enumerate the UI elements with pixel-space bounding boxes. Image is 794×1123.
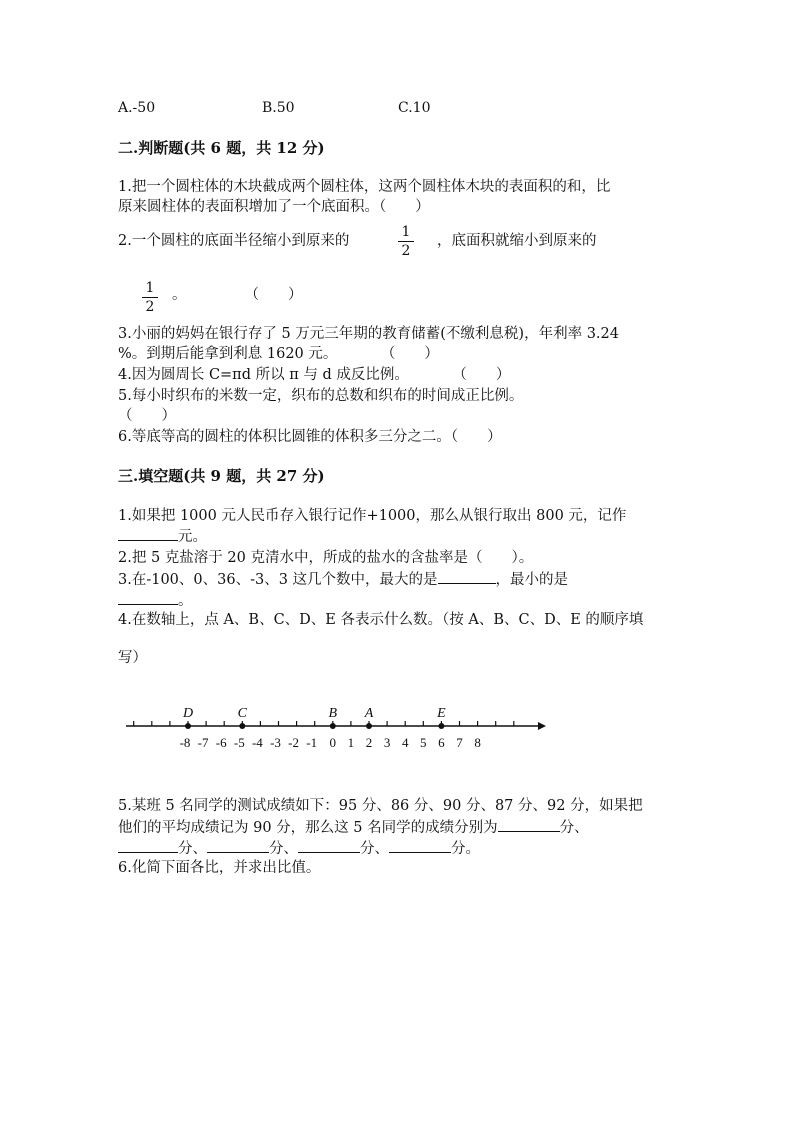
answer-blank[interactable] — [207, 838, 269, 853]
section-2-heading: 二.判断题(共 6 题，共 12 分) — [118, 139, 325, 157]
s3-q2: 2.把 5 克盐溶于 20 克清水中，所成的盐水的含盐率是（ ）。 — [118, 550, 534, 566]
fraction-numerator: 1 — [401, 224, 411, 240]
number-line-point-label: E — [437, 706, 446, 721]
option-a: A.-50 — [118, 100, 156, 116]
number-line-point-label: B — [328, 706, 338, 721]
s3-q4-line1: 4.在数轴上，点 A、B、C、D、E 各表示什么数。（按 A、B、C、D、E 的顺序填 — [118, 612, 644, 628]
answer-blank[interactable] — [118, 526, 178, 541]
number-line-tick-label: -6 — [215, 735, 227, 750]
option-b: B.50 — [262, 100, 295, 116]
s3-q5-line2-text: 他们的平均成绩记为 90 分，那么这 5 名同学的成绩分别为 — [118, 820, 498, 836]
number-line-tick-label: 6 — [438, 735, 445, 750]
answer-blank[interactable] — [389, 838, 451, 853]
number-line-tick-label: -7 — [197, 735, 209, 750]
s3-q1-line1: 1.如果把 1000 元人民币存入银行记作+1000，那么从银行取出 800 元，记作 — [118, 508, 627, 524]
s3-q3-part2: ，最小的是 — [495, 572, 569, 588]
number-line-tick-label: -5 — [233, 735, 245, 750]
answer-blank[interactable] — [118, 838, 178, 853]
s3-q3-part1: 3.在-100、0、36、-3、3 这几个数中，最大的是 — [118, 572, 438, 588]
s3-q3-line1 — [118, 569, 568, 590]
number-line-tick-label: -8 — [179, 735, 191, 750]
answer-blank[interactable] — [118, 590, 178, 605]
s2-q6: 6.等底等高的圆柱的体积比圆锥的体积多三分之二。（ ） — [118, 429, 502, 445]
number-line-tick-label: 1 — [347, 735, 355, 750]
s3-q5-line1: 5.某班 5 名同学的测试成绩如下：95 分、86 分、90 分、87 分、92 分，如果把 — [118, 798, 643, 814]
s2-q4: 4.因为圆周长 C=πd 所以 π 与 d 成反比例。 （ ） — [118, 367, 511, 383]
number-line-tick-label: 3 — [383, 735, 391, 750]
answer-blank[interactable] — [438, 569, 496, 584]
s3-q1-line2 — [118, 526, 207, 547]
fraction-numerator: 1 — [145, 280, 155, 296]
number-line-point-label: A — [364, 706, 374, 721]
s3-q5-line3 — [118, 838, 480, 859]
s3-q5-unit: 分、 — [269, 841, 298, 857]
number-line-tick-label: 5 — [420, 735, 427, 750]
number-line — [118, 695, 558, 765]
number-line-tick-label: 0 — [329, 735, 337, 750]
s3-q5-unit: 分、 — [360, 841, 389, 857]
s3-q5-unit: 分、 — [178, 841, 207, 857]
number-line-tick-label: 8 — [474, 735, 481, 750]
fraction-denominator: 2 — [145, 299, 155, 315]
s3-q4-line2: 写） — [118, 650, 147, 666]
s2-q5-line2: （ ） — [118, 408, 176, 424]
number-line-point-label: D — [182, 706, 194, 721]
s2-q2-tail: 。 （ ） — [172, 287, 303, 303]
section-3-heading: 三.填空题(共 9 题，共 27 分) — [118, 467, 325, 485]
number-line-tick-label: 4 — [401, 735, 409, 750]
s3-q5-last-unit: 分。 — [451, 841, 480, 857]
fraction-bar — [142, 297, 158, 298]
s3-q1-suffix: 元。 — [178, 529, 207, 545]
number-line-arrow — [538, 722, 546, 730]
s3-q3-suffix: 。 — [178, 593, 193, 609]
s3-q3-line2 — [118, 590, 193, 611]
s2-q3-line1: 3.小丽的妈妈在银行存了 5 万元三年期的教育储蓄(不缴利息税)，年利率 3.24 — [118, 326, 619, 342]
fraction-bar — [398, 241, 414, 242]
s2-q5-line1: 5.每小时织布的米数一定，织布的总数和织布的时间成正比例。 — [118, 388, 524, 404]
s2-q2-fraction — [398, 224, 414, 259]
number-line-tick-label: -2 — [288, 735, 300, 750]
s2-q1-line2: 原来圆柱体的表面积增加了一个底面积。（ ） — [118, 199, 430, 215]
number-line-point-label: C — [237, 706, 247, 721]
s2-q2-part2: ，底面积就缩小到原来的 — [437, 233, 597, 249]
option-c: C.10 — [398, 100, 431, 116]
number-line-tick-label: -3 — [270, 735, 281, 750]
fraction-denominator: 2 — [401, 243, 411, 259]
answer-blank[interactable] — [298, 838, 360, 853]
s3-q6: 6.化简下面各比，并求出比值。 — [118, 860, 321, 876]
number-line-tick-label: 2 — [365, 735, 373, 750]
s3-q5-line2 — [118, 817, 589, 838]
s2-q3-line2: %。到期后能拿到利息 1620 元。 （ ） — [118, 346, 439, 362]
s2-q1-line1: 1.把一个圆柱体的木块截成两个圆柱体，这两个圆柱体木块的表面积的和，比 — [118, 179, 611, 195]
answer-blank[interactable] — [498, 817, 560, 832]
number-line-tick-label: 7 — [456, 735, 463, 750]
number-line-tick-label: -1 — [306, 735, 318, 750]
s2-q2-fraction-2 — [142, 280, 158, 315]
number-line-tick-label: -4 — [251, 735, 263, 750]
s2-q2-part1: 2.一个圆柱的底面半径缩小到原来的 — [118, 233, 350, 249]
s3-q5-unit: 分、 — [559, 820, 589, 836]
